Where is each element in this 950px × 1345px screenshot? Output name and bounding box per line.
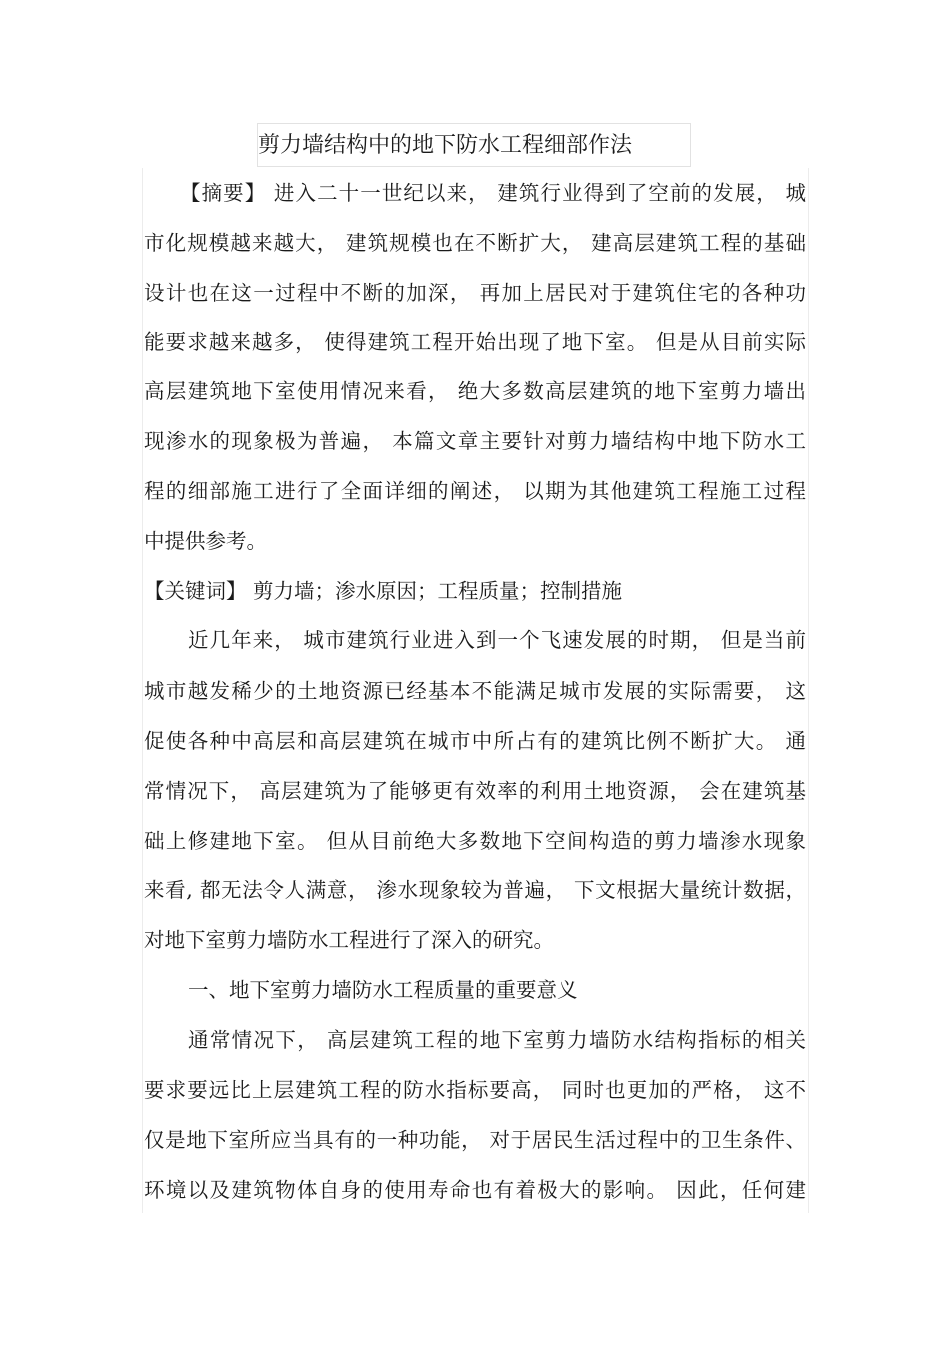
paragraph-line: 来看, 都无法令人满意， 渗水现象较为普遍， 下文根据大量统计数据， [144, 878, 806, 902]
keywords-line: 【关键词】 剪力墙；渗水原因；工程质量；控制措施 [144, 579, 623, 603]
paragraph-line: 近几年来， 城市建筑行业进入到一个飞速发展的时期， 但是当前 [188, 628, 806, 652]
abstract-line: 【摘要】 进入二十一世纪以来， 建筑行业得到了空前的发展， 城 [180, 181, 806, 205]
abstract-line: 市化规模越来越大， 建筑规模也在不断扩大， 建高层建筑工程的基础 [144, 231, 806, 255]
paragraph-line: 仅是地下室所应当具有的一种功能， 对于居民生活过程中的卫生条件、 [144, 1128, 806, 1152]
paragraph-line: 环境以及建筑物体自身的使用寿命也有着极大的影响。 因此，任何建 [144, 1178, 806, 1202]
paragraph-line: 常情况下， 高层建筑为了能够更有效率的利用土地资源， 会在建筑基 [144, 779, 806, 803]
paragraph-line: 要求要远比上层建筑工程的防水指标要高， 同时也更加的严格， 这不 [144, 1078, 806, 1102]
abstract-line: 现渗水的现象极为普遍， 本篇文章主要针对剪力墙结构中地下防水工 [144, 429, 806, 453]
abstract-line: 中提供参考。 [144, 529, 267, 553]
abstract-line: 能要求越来越多， 使得建筑工程开始出现了地下室。 但是从目前实际 [144, 330, 806, 354]
document-title: 剪力墙结构中的地下防水工程细部作法 [258, 133, 633, 158]
paragraph-line: 对地下室剪力墙防水工程进行了深入的研究。 [144, 928, 554, 952]
abstract-line: 程的细部施工进行了全面详细的阐述， 以期为其他建筑工程施工过程 [144, 479, 806, 503]
paragraph-line: 通常情况下， 高层建筑工程的地下室剪力墙防水结构指标的相关 [188, 1028, 806, 1052]
paragraph-line: 城市越发稀少的土地资源已经基本不能满足城市发展的实际需要， 这 [144, 679, 806, 703]
paragraph-line: 促使各种中高层和高层建筑在城市中所占有的建筑比例不断扩大。 通 [144, 729, 806, 753]
abstract-line: 高层建筑地下室使用情况来看， 绝大多数高层建筑的地下室剪力墙出 [144, 379, 806, 403]
abstract-line: 设计也在这一过程中不断的加深， 再加上居民对于建筑住宅的各种功 [144, 281, 806, 305]
section-heading: 一、地下室剪力墙防水工程质量的重要意义 [188, 978, 578, 1002]
paragraph-line: 础上修建地下室。 但从目前绝大多数地下空间构造的剪力墙渗水现象 [144, 829, 806, 853]
